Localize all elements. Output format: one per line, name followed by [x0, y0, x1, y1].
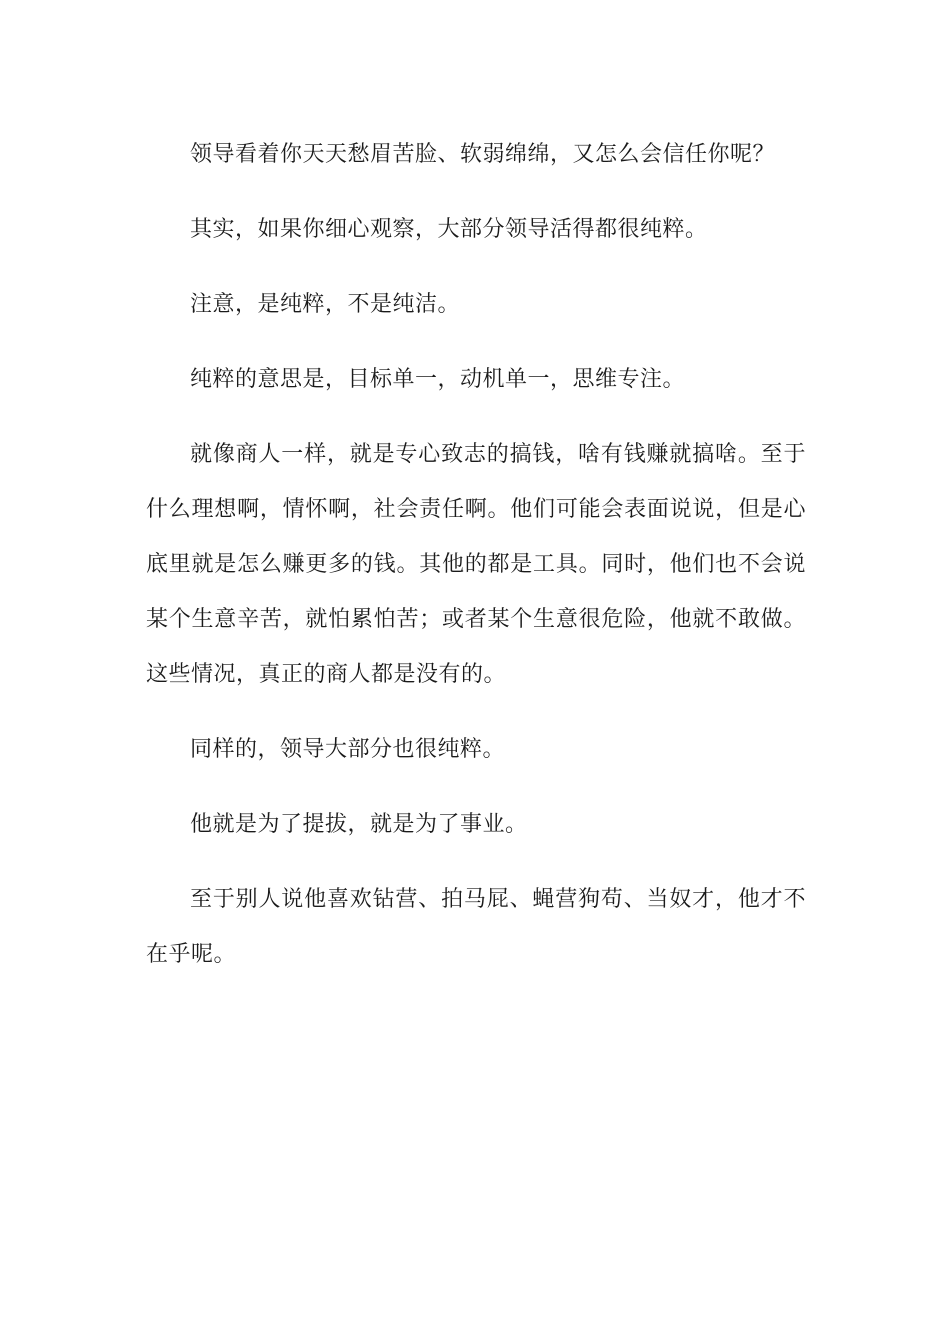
paragraph-1: 领导看着你天天愁眉苦脸、软弱绵绵，又怎么会信任你呢？	[190, 142, 776, 167]
paragraph-3: 注意，是纯粹，不是纯洁。	[190, 292, 461, 317]
paragraph-2: 其实，如果你细心观察，大部分领导活得都很纯粹。	[190, 217, 708, 242]
paragraph-8: 至于别人说他喜欢钻营、拍马屁、蝇营狗苟、当奴才，他才不在乎呢。	[146, 887, 806, 967]
paragraph-5: 就像商人一样，就是专心致志的搞钱，啥有钱赚就搞啥。至于什么理想啊，情怀啊，社会责任啊。他们可能会表面说说，但是心底里就是怎么赚更多的钱。其他的都是工具。同时，他们也不会说某个生意辛苦，就怕累怕苦；或者某个生意很危险，他就不敢做。这些情况，真正的商人都是没有的。	[146, 442, 806, 687]
paragraph-4: 纯粹的意思是，目标单一，动机单一，思维专注。	[190, 367, 686, 392]
paragraph-7: 他就是为了提拔，就是为了事业。	[190, 812, 528, 837]
document-body	[146, 127, 806, 1002]
paragraph-6: 同样的，领导大部分也很纯粹。	[190, 737, 506, 762]
